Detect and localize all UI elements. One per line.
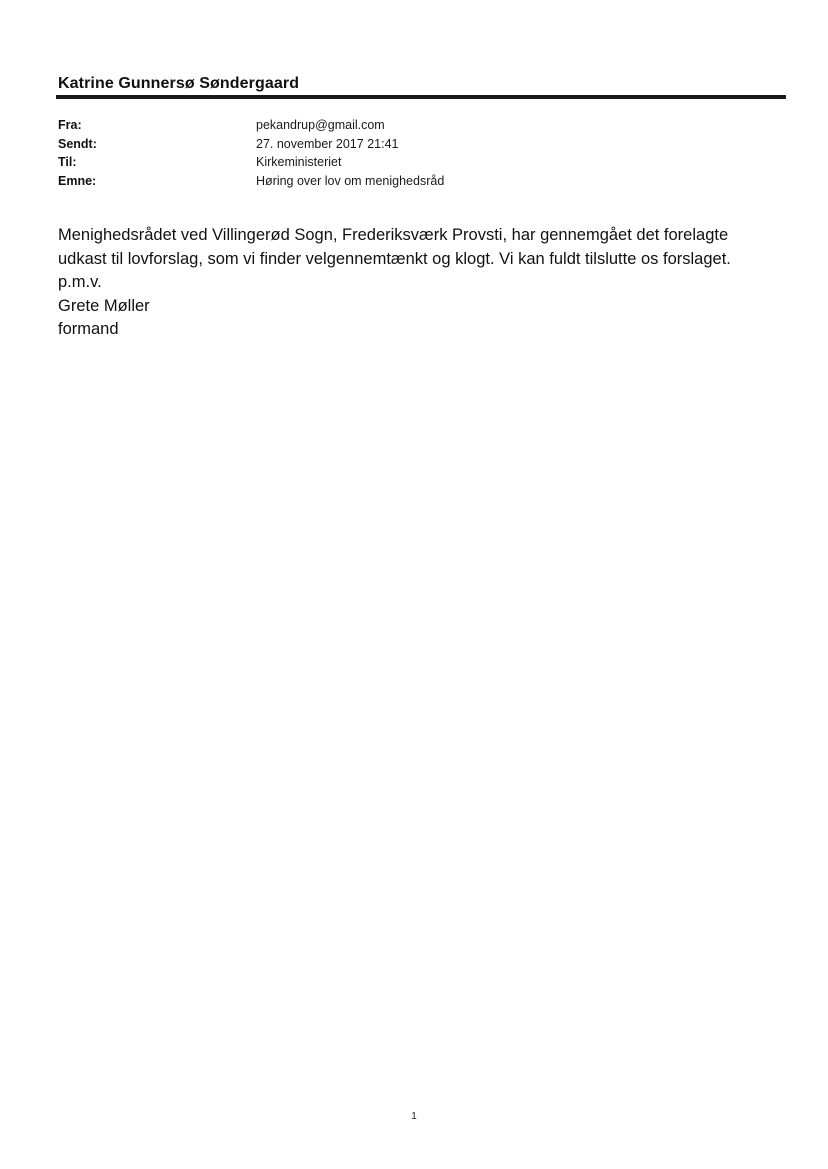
page-number: 1 [411,1111,417,1122]
meta-row-to [58,153,658,172]
closing: p.m.v. [58,273,102,291]
email-body [58,224,798,342]
meta-label-sent: Sendt: [58,136,97,151]
meta-value-sent: 27. november 2017 21:41 [256,136,399,151]
meta-value-to: Kirkeministeriet [256,155,342,170]
meta-label-subject: Emne: [58,173,97,188]
header-rule [56,95,786,99]
body-line: udkast til lovforslag, som vi finder velgennemtænkt og klogt. Vi kan fuldt tilslutte os forslaget. [58,249,731,268]
meta-label-to: Til: [58,155,77,170]
meta-row-from [58,116,658,135]
meta-row-sent [58,135,658,154]
signature-name: Grete Møller [58,296,150,315]
sender-name: Katrine Gunnersø Søndergaard [58,75,300,92]
meta-row-subject [58,172,658,191]
meta-label-from: Fra: [58,118,82,133]
meta-value-subject: Høring over lov om menighedsråd [256,173,445,188]
meta-value-from: pekandrup@gmail.com [256,118,385,133]
email-meta [58,116,658,190]
body-line: Menighedsrådet ved Villingerød Sogn, Frederiksværk Provsti, har gennemgået det forelagte [58,226,729,244]
signature-title: formand [58,320,119,338]
